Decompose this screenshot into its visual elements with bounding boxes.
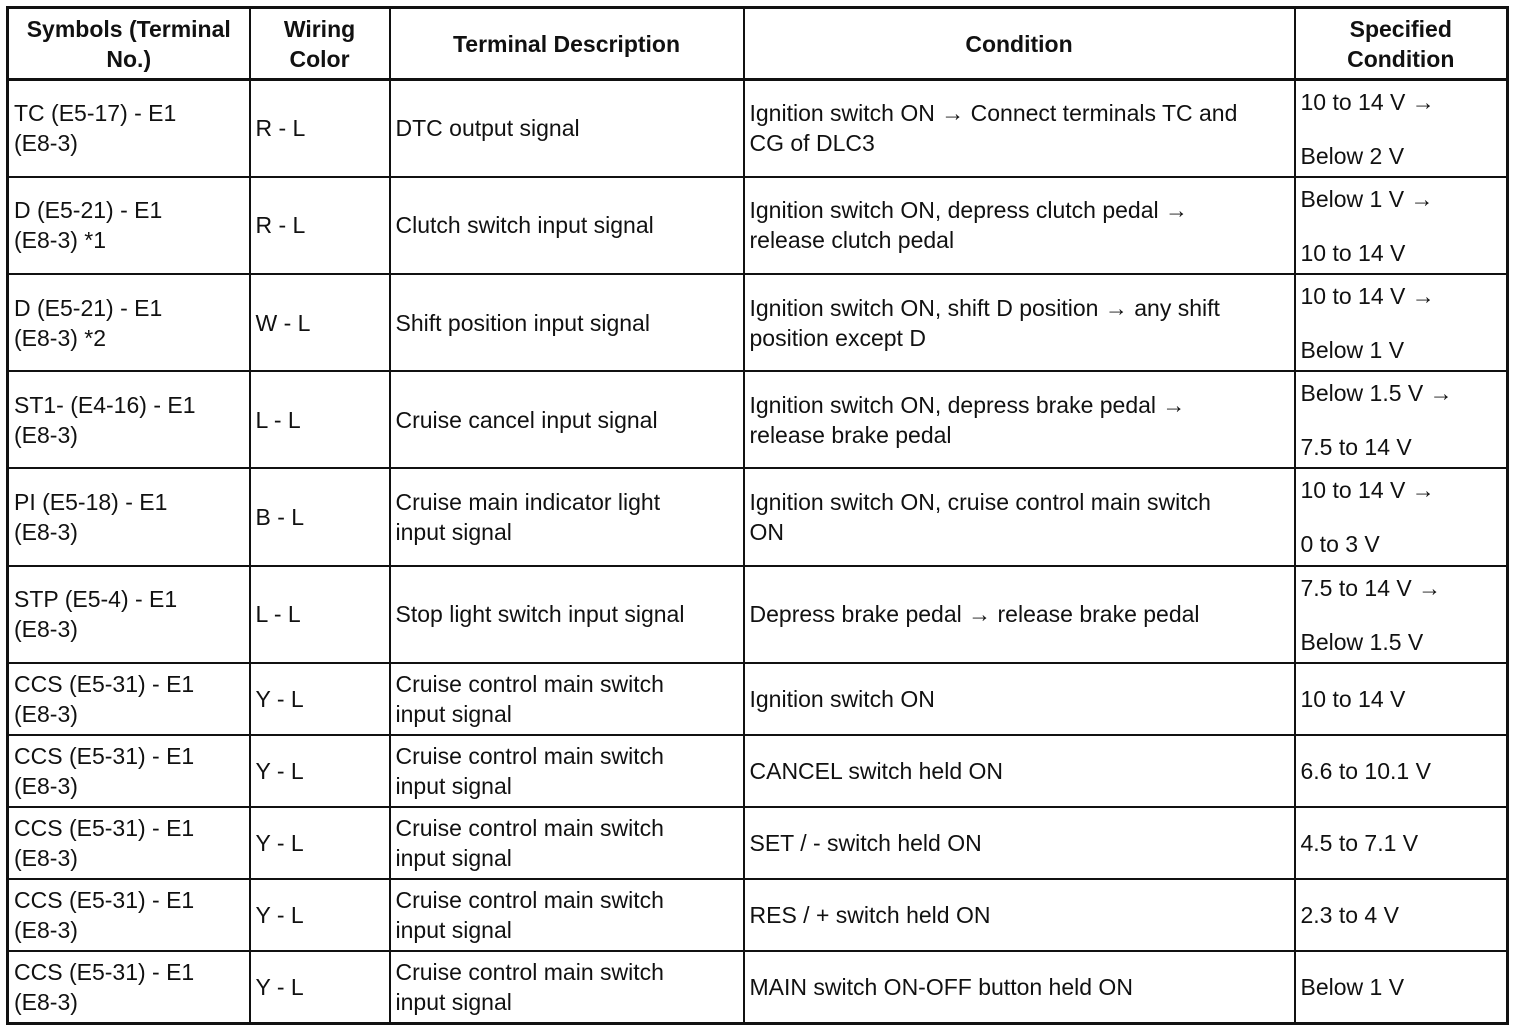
- cell-wiring-color: Y - L: [250, 735, 390, 807]
- spec-value-before: Below 1 V →: [1300, 185, 1434, 212]
- table-row: [8, 274, 1508, 371]
- cell-description: Cruise control main switch input signal: [390, 879, 744, 951]
- terminal-spec-sheet: [6, 6, 1506, 1025]
- spec-value-before: 7.5 to 14 V →: [1300, 574, 1442, 601]
- cell-symbol: D (E5-21) - E1 (E8-3) *1: [8, 177, 250, 274]
- cell-wiring-color: Y - L: [250, 879, 390, 951]
- table-row: [8, 371, 1508, 468]
- cell-wiring-color: L - L: [250, 566, 390, 663]
- cell-condition: Depress brake pedal → release brake pedal: [744, 566, 1295, 663]
- cell-wiring-color: L - L: [250, 371, 390, 468]
- cell-symbol: CCS (E5-31) - E1 (E8-3): [8, 951, 250, 1023]
- cell-symbol: D (E5-21) - E1 (E8-3) *2: [8, 274, 250, 371]
- cell-symbol: TC (E5-17) - E1 (E8-3): [8, 80, 250, 177]
- table-row: [8, 566, 1508, 663]
- spec-value-before: 10 to 14 V →: [1300, 477, 1435, 504]
- cell-symbol: STP (E5-4) - E1 (E8-3): [8, 566, 250, 663]
- cell-description: Cruise control main switch input signal: [390, 735, 744, 807]
- cell-condition: Ignition switch ON, depress brake pedal → release brake pedal: [744, 371, 1295, 468]
- terminal-spec-table: [6, 6, 1509, 1025]
- cell-specified-condition: 10 to 14 V: [1295, 663, 1508, 735]
- cell-symbol: PI (E5-18) - E1 (E8-3): [8, 468, 250, 565]
- header-symbols: Symbols (Terminal No.): [8, 8, 250, 80]
- cell-specified-condition: Below 1 V: [1295, 951, 1508, 1023]
- spec-value-before: Below 1.5 V →: [1300, 380, 1453, 407]
- table-row: [8, 468, 1508, 565]
- header-terminal-description: Terminal Description: [390, 8, 744, 80]
- cell-description: Shift position input signal: [390, 274, 744, 371]
- spec-value-after: Below 1 V: [1300, 336, 1405, 363]
- spec-value-after: 7.5 to 14 V: [1300, 434, 1412, 461]
- cell-description: Cruise control main switch input signal: [390, 663, 744, 735]
- spec-value-after: 0 to 3 V: [1300, 531, 1380, 558]
- cell-specified-condition: [1295, 566, 1508, 663]
- cell-wiring-color: Y - L: [250, 807, 390, 879]
- header-row: [8, 8, 1508, 80]
- cell-condition: Ignition switch ON, cruise control main switch ON: [744, 468, 1295, 565]
- cell-condition: SET / - switch held ON: [744, 807, 1295, 879]
- table-row: [8, 663, 1508, 735]
- cell-symbol: CCS (E5-31) - E1 (E8-3): [8, 807, 250, 879]
- cell-wiring-color: R - L: [250, 80, 390, 177]
- spec-value-after: 10 to 14 V: [1300, 239, 1406, 266]
- cell-specified-condition: [1295, 80, 1508, 177]
- cell-symbol: CCS (E5-31) - E1 (E8-3): [8, 663, 250, 735]
- cell-specified-condition: 2.3 to 4 V: [1295, 879, 1508, 951]
- table-row: [8, 879, 1508, 951]
- cell-condition: MAIN switch ON-OFF button held ON: [744, 951, 1295, 1023]
- table-row: [8, 807, 1508, 879]
- table-row: [8, 951, 1508, 1023]
- spec-value-before: 10 to 14 V →: [1300, 89, 1435, 115]
- cell-description: DTC output signal: [390, 80, 744, 177]
- cell-symbol: CCS (E5-31) - E1 (E8-3): [8, 879, 250, 951]
- cell-wiring-color: B - L: [250, 468, 390, 565]
- cell-symbol: CCS (E5-31) - E1 (E8-3): [8, 735, 250, 807]
- cell-wiring-color: Y - L: [250, 663, 390, 735]
- table-row: [8, 735, 1508, 807]
- cell-specified-condition: 6.6 to 10.1 V: [1295, 735, 1508, 807]
- header-condition: Condition: [744, 8, 1295, 80]
- cell-condition: CANCEL switch held ON: [744, 735, 1295, 807]
- cell-condition: Ignition switch ON → Connect terminals TC and CG of DLC3: [744, 80, 1295, 177]
- cell-symbol: ST1- (E4-16) - E1 (E8-3): [8, 371, 250, 468]
- header-specified-condition: Specified Condition: [1295, 8, 1508, 80]
- cell-description: Cruise control main switch input signal: [390, 807, 744, 879]
- cell-wiring-color: Y - L: [250, 951, 390, 1023]
- header-wiring-color: Wiring Color: [250, 8, 390, 80]
- table-row: [8, 177, 1508, 274]
- cell-description: Stop light switch input signal: [390, 566, 744, 663]
- cell-specified-condition: [1295, 177, 1508, 274]
- cell-condition: Ignition switch ON, depress clutch pedal → release clutch pedal: [744, 177, 1295, 274]
- spec-value-after: Below 1.5 V: [1300, 628, 1424, 655]
- spec-value-after: Below 2 V: [1300, 143, 1405, 169]
- cell-specified-condition: 4.5 to 7.1 V: [1295, 807, 1508, 879]
- cell-wiring-color: W - L: [250, 274, 390, 371]
- cell-specified-condition: [1295, 274, 1508, 371]
- cell-description: Cruise main indicator light input signal: [390, 468, 744, 565]
- cell-condition: Ignition switch ON: [744, 663, 1295, 735]
- cell-specified-condition: [1295, 468, 1508, 565]
- cell-description: Cruise cancel input signal: [390, 371, 744, 468]
- spec-value-before: 10 to 14 V →: [1300, 282, 1435, 309]
- cell-specified-condition: [1295, 371, 1508, 468]
- cell-condition: RES / + switch held ON: [744, 879, 1295, 951]
- table-row: [8, 80, 1508, 177]
- cell-wiring-color: R - L: [250, 177, 390, 274]
- cell-description: Clutch switch input signal: [390, 177, 744, 274]
- cell-description: Cruise control main switch input signal: [390, 951, 744, 1023]
- cell-condition: Ignition switch ON, shift D position → any shift position except D: [744, 274, 1295, 371]
